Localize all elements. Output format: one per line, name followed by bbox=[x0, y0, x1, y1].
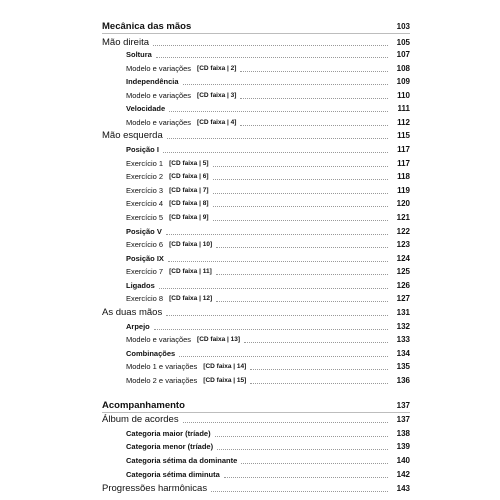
toc-entry-page: 115 bbox=[397, 130, 410, 140]
toc-entry-page: 120 bbox=[396, 198, 410, 208]
toc-entry[interactable] bbox=[126, 332, 410, 346]
toc-entry-page: 112 bbox=[397, 117, 410, 127]
dot-leader bbox=[183, 422, 388, 423]
toc-entry-label: Arpejo bbox=[126, 321, 150, 331]
cd-track-ref: [CD faixa | 9] bbox=[169, 213, 209, 221]
toc-entry-label: Acompanhamento bbox=[102, 399, 185, 411]
cd-track-ref: [CD faixa | 10] bbox=[169, 240, 213, 248]
toc-entry[interactable] bbox=[102, 305, 410, 319]
toc-entry-label: Exercício 6 bbox=[126, 239, 164, 249]
toc-entry[interactable] bbox=[126, 373, 410, 387]
dot-leader bbox=[216, 301, 388, 302]
toc-entry-page: 107 bbox=[396, 49, 410, 59]
toc-entry-page: 109 bbox=[396, 76, 410, 86]
toc-entry-page: 117 bbox=[397, 158, 410, 168]
toc-entry-label: Posição I bbox=[126, 144, 159, 154]
toc-entry[interactable] bbox=[126, 196, 410, 210]
cd-track-ref: [CD faixa | 4] bbox=[197, 118, 237, 126]
toc-entry[interactable] bbox=[126, 251, 410, 265]
toc-entry[interactable] bbox=[126, 74, 410, 88]
toc-entry-page: 134 bbox=[396, 348, 410, 358]
toc-entry-label: Modelo e variações bbox=[126, 90, 192, 100]
toc-entry[interactable] bbox=[102, 128, 410, 142]
dot-leader bbox=[169, 111, 388, 112]
toc-entry-label: Exercício 3 bbox=[126, 185, 164, 195]
cd-track-ref: [CD faixa | 15] bbox=[203, 376, 247, 384]
toc-entry-label: Modelo 2 e variações bbox=[126, 375, 198, 385]
toc-entry-page: 105 bbox=[396, 37, 410, 47]
toc-entry-label: Categoria sétima da dominante bbox=[126, 455, 238, 465]
dot-leader bbox=[153, 45, 388, 46]
toc-entry[interactable] bbox=[126, 467, 410, 481]
toc-entry-page: 136 bbox=[396, 375, 410, 385]
toc-entry[interactable] bbox=[126, 278, 410, 292]
toc-entry-label: Álbum de acordes bbox=[102, 413, 179, 425]
cd-track-ref: [CD faixa | 3] bbox=[197, 91, 237, 99]
dot-leader bbox=[217, 449, 388, 450]
toc-entry[interactable] bbox=[126, 88, 410, 102]
cd-track-ref: [CD faixa | 14] bbox=[203, 362, 247, 370]
toc-entry-label: Modelo 1 e variações bbox=[126, 361, 198, 371]
toc-entry-label: Categoria sétima diminuta bbox=[126, 469, 220, 479]
toc-entry[interactable] bbox=[102, 398, 410, 413]
toc-entry-page: 137 bbox=[396, 400, 410, 410]
toc-entry-label: Categoria menor (tríade) bbox=[126, 441, 214, 451]
toc-entry-page: 122 bbox=[396, 226, 410, 236]
dot-leader bbox=[183, 84, 388, 85]
toc-entry-page: 123 bbox=[396, 239, 410, 249]
dot-leader bbox=[211, 491, 388, 492]
toc-entry-label: As duas mãos bbox=[102, 306, 163, 318]
cd-track-ref: [CD faixa | 13] bbox=[197, 335, 241, 343]
toc-entry-page: 127 bbox=[396, 293, 410, 303]
toc-entry[interactable] bbox=[102, 19, 410, 34]
toc-entry-label: Progressões harmônicas bbox=[102, 482, 208, 494]
dot-leader bbox=[166, 234, 388, 235]
dot-leader bbox=[250, 369, 388, 370]
dot-leader bbox=[213, 179, 389, 180]
toc-entry[interactable] bbox=[126, 264, 410, 278]
toc-entry-page: 142 bbox=[396, 469, 410, 479]
cd-track-ref: [CD faixa | 12] bbox=[169, 294, 213, 302]
toc-entry-label: Exercício 8 bbox=[126, 293, 164, 303]
toc-entry-label: Exercício 5 bbox=[126, 212, 164, 222]
toc-entry-page: 143 bbox=[396, 483, 410, 493]
toc-entry[interactable] bbox=[126, 142, 410, 156]
toc-entry-label: Mão direita bbox=[102, 36, 149, 48]
dot-leader bbox=[179, 356, 388, 357]
toc-entry-page: 126 bbox=[396, 280, 410, 290]
toc-entry-label: Exercício 4 bbox=[126, 198, 164, 208]
cd-track-ref: [CD faixa | 2] bbox=[197, 64, 237, 72]
toc-entry-page: 108 bbox=[396, 63, 410, 73]
dot-leader bbox=[240, 125, 388, 126]
cd-track-ref: [CD faixa | 8] bbox=[169, 199, 209, 207]
toc-entry-page: 124 bbox=[396, 253, 410, 263]
toc-entry-page: 132 bbox=[396, 321, 410, 331]
dot-leader bbox=[213, 166, 389, 167]
dot-leader bbox=[213, 206, 389, 207]
toc-entry-label: Modelo e variações bbox=[126, 334, 192, 344]
toc-entry-page: 119 bbox=[397, 185, 410, 195]
dot-leader bbox=[240, 71, 388, 72]
toc-entry-page: 103 bbox=[396, 21, 410, 31]
cd-track-ref: [CD faixa | 5] bbox=[169, 159, 209, 167]
toc-entry[interactable] bbox=[126, 291, 410, 305]
dot-leader bbox=[168, 261, 388, 262]
toc-entry-page: 110 bbox=[397, 90, 410, 100]
dot-leader bbox=[167, 138, 388, 139]
toc-entry[interactable] bbox=[126, 210, 410, 224]
toc-entry-page: 118 bbox=[397, 171, 410, 181]
dot-leader bbox=[216, 247, 388, 248]
toc-entry-label: Exercício 2 bbox=[126, 171, 164, 181]
toc-entry[interactable] bbox=[126, 346, 410, 360]
toc-entry-page: 117 bbox=[397, 144, 410, 154]
toc-entry[interactable] bbox=[126, 237, 410, 251]
dot-leader bbox=[250, 383, 388, 384]
toc-entry[interactable] bbox=[102, 481, 410, 495]
toc-entry[interactable] bbox=[126, 61, 410, 75]
toc-entry-label: Ligados bbox=[126, 280, 155, 290]
toc-entry-label: Posição IX bbox=[126, 253, 164, 263]
toc-entry-label: Soltura bbox=[126, 49, 152, 59]
toc-entry[interactable] bbox=[126, 426, 410, 440]
toc-entry-page: 125 bbox=[396, 266, 410, 276]
toc-entry-page: 140 bbox=[396, 455, 410, 465]
toc-entry[interactable] bbox=[126, 359, 410, 373]
toc-entry-page: 133 bbox=[396, 334, 410, 344]
toc-entry[interactable] bbox=[126, 156, 410, 170]
toc-entry-label: Modelo e variações bbox=[126, 63, 192, 73]
toc-entry[interactable] bbox=[126, 453, 410, 467]
toc-entry-page: 137 bbox=[396, 414, 410, 424]
toc-entry[interactable] bbox=[126, 183, 410, 197]
dot-leader bbox=[213, 220, 389, 221]
toc-entry[interactable] bbox=[126, 101, 410, 115]
cd-track-ref: [CD faixa | 6] bbox=[169, 172, 209, 180]
toc-entry[interactable] bbox=[126, 439, 410, 453]
toc-entry-page: 111 bbox=[397, 103, 410, 113]
dot-leader bbox=[154, 329, 388, 330]
toc-entry-label: Exercício 1 bbox=[126, 158, 164, 168]
cd-track-ref: [CD faixa | 7] bbox=[169, 186, 209, 194]
cd-track-ref: [CD faixa | 11] bbox=[169, 267, 212, 275]
dot-leader bbox=[241, 463, 388, 464]
dot-leader bbox=[163, 152, 388, 153]
dot-leader bbox=[240, 98, 388, 99]
dot-leader bbox=[156, 57, 388, 58]
toc-entry[interactable] bbox=[126, 47, 410, 61]
toc-entry-page: 135 bbox=[396, 361, 410, 371]
toc-entry-page: 139 bbox=[396, 441, 410, 451]
toc-entry-label: Exercício 7 bbox=[126, 266, 164, 276]
toc-entry[interactable] bbox=[126, 224, 410, 238]
toc-entry[interactable] bbox=[126, 115, 410, 129]
dot-leader bbox=[224, 477, 388, 478]
toc-entry[interactable] bbox=[102, 412, 410, 426]
toc-entry-label: Mecânica das mãos bbox=[102, 20, 192, 32]
dot-leader bbox=[215, 436, 388, 437]
toc-entry-label: Combinações bbox=[126, 348, 176, 358]
dot-leader bbox=[213, 193, 389, 194]
toc-entry-label: Independência bbox=[126, 76, 179, 86]
toc-entry-page: 121 bbox=[396, 212, 410, 222]
toc-entry[interactable] bbox=[126, 169, 410, 183]
dot-leader bbox=[159, 288, 388, 289]
toc-entry-label: Categoria maior (tríade) bbox=[126, 428, 211, 438]
toc-entry-page: 131 bbox=[396, 307, 410, 317]
toc-entry-label: Posição V bbox=[126, 226, 162, 236]
toc-entry-label: Mão esquerda bbox=[102, 129, 163, 141]
toc-entry-label: Modelo e variações bbox=[126, 117, 192, 127]
dot-leader bbox=[216, 274, 388, 275]
toc-entry-page: 138 bbox=[396, 428, 410, 438]
dot-leader bbox=[166, 315, 388, 316]
dot-leader bbox=[244, 342, 388, 343]
toc-entry[interactable] bbox=[126, 319, 410, 333]
toc-entry-label: Velocidade bbox=[126, 103, 166, 113]
